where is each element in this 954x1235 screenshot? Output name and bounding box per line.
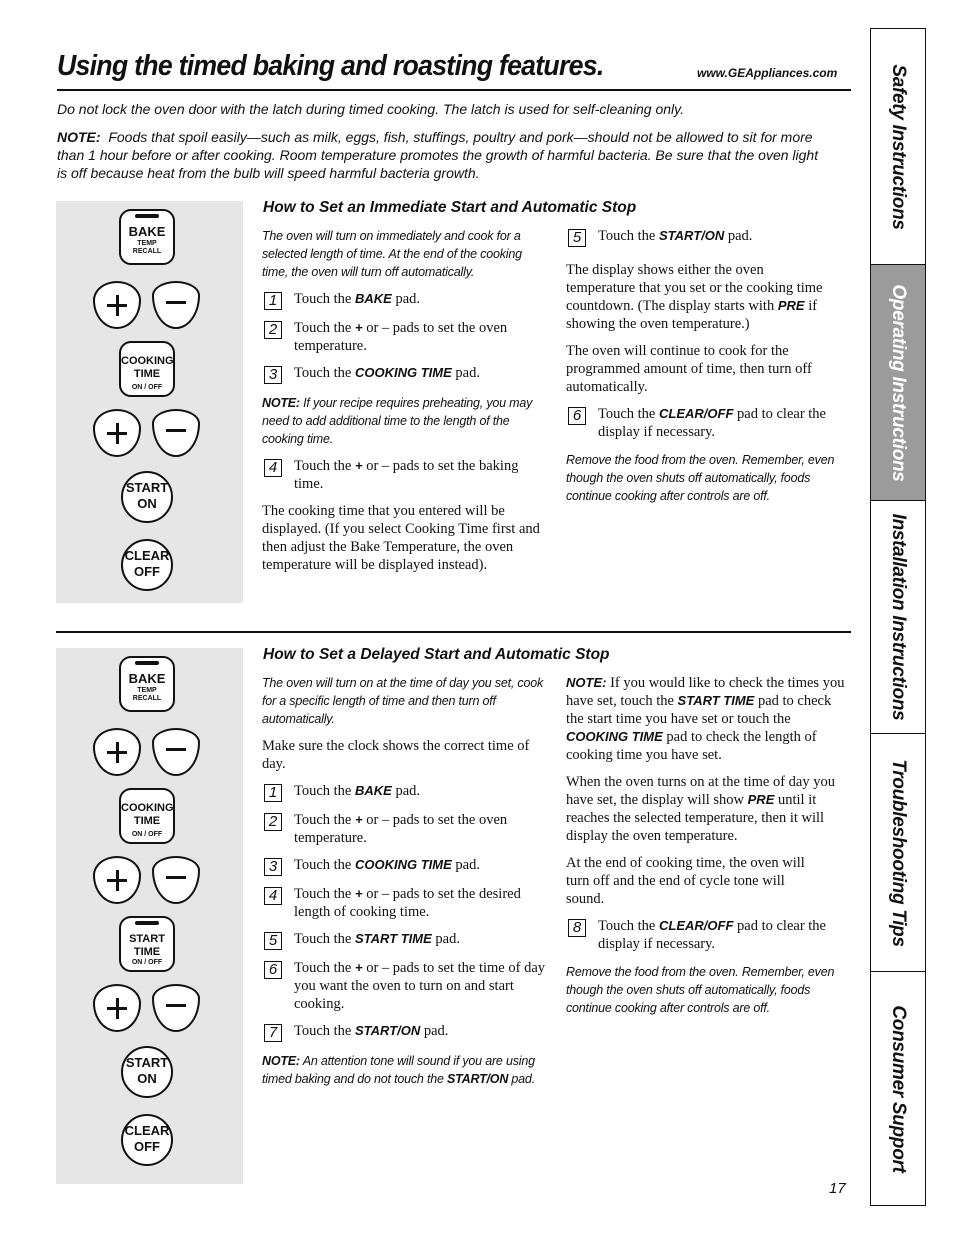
section2-heading: How to Set a Delayed Start and Automatic Stop [263,646,610,663]
section2-left-column [262,674,550,1097]
bake-pad: BAKE TEMP RECALL [119,656,175,712]
plus-pad [93,856,141,904]
minus-pad [152,409,200,457]
minus-pad [152,281,200,329]
cooking-time-pad: COOKING TIME ON / OFF [119,788,175,844]
start-on-pad: START ON [121,1046,173,1098]
display-paragraph: The display shows either the oven temperature that you set or the cooking time countdown. (The display starts with PRE if showing the oven temperature.) [566,262,823,332]
check-times-note: NOTE: If you would like to check the times you have set, touch the START TIME pad to check the start time you have set or touch the COOKING TIME pad to check the length of cooking time you have set. [566,675,845,763]
step-item: 3 Touch the COOKING TIME pad. [262,856,550,876]
attention-tone-note: NOTE: An attention tone will sound if you are using timed baking and do not touch the START/ON pad. [262,1054,535,1086]
step-item: 5 Touch the START TIME pad. [262,930,550,950]
header-rule [57,89,851,91]
cooking-time-paragraph: The cooking time that you entered will be displayed. (If you select Cooking Time first and then adjust the Bake Temperature, the oven temperature will be displayed instead). [262,503,540,573]
clock-paragraph: Make sure the clock shows the correct time of day. [262,738,530,772]
note-label: NOTE: [57,129,101,145]
clear-off-pad: CLEAR OFF [121,1114,173,1166]
step-item: 2 Touch the + or – pads to set the oven temperature. [262,319,550,355]
page-number: 17 [829,1180,846,1197]
note-text: Foods that spoil easily—such as milk, eggs, fish, stuffings, poultry and pork—should not be allowed to sit for more than 1 hour before or after cooking. Room temperature promotes the growth of harmful bacteria. Be sure that the oven light is off because heat from the bulb will speed harmful bacteria growth. [57,129,819,181]
step-item: 2 Touch the + or – pads to set the oven temperature. [262,811,550,847]
tab-safety-instructions[interactable]: Safety Instructions [871,29,925,265]
section2-intro: The oven will turn on at the time of day you set, cook for a specific length of time and then turn off automatically. [262,676,544,726]
tab-troubleshooting-tips[interactable]: Troubleshooting Tips [871,734,925,972]
latch-warning: Do not lock the oven door with the latch during timed cooking. The latch is used for self-cleaning only. [57,101,684,117]
step-item: 7 Touch the START/ON pad. [262,1022,550,1042]
clear-off-pad: CLEAR OFF [121,539,173,591]
end-of-cycle-paragraph: At the end of cooking time, the oven will turn off and the end of cycle tone will sound. [566,855,805,907]
cooking-time-pad: COOKING TIME ON / OFF [119,341,175,397]
step-item: 4 Touch the + or – pads to set the desired length of cooking time. [262,885,550,921]
plus-pad [93,281,141,329]
start-on-pad: START ON [121,471,173,523]
pre-display-paragraph: When the oven turns on at the time of day you have set, the display will show PRE until it reaches the selected temperature, then it will display the oven temperature. [566,774,835,844]
plus-pad [93,984,141,1032]
bake-pad: BAKE TEMP RECALL [119,209,175,265]
website-url: www.GEAppliances.com [697,66,838,80]
tab-consumer-support[interactable]: Consumer Support [888,1004,909,1173]
food-safety-note [57,128,832,182]
step-item: 6 Touch the CLEAR/OFF pad to clear the display if necessary. [566,405,836,441]
step-item: 1 Touch the BAKE pad. [262,290,550,310]
remove-food-note: Remove the food from the oven. Remember, even though the oven shuts off automatically, foods continue cooking after controls are off. [566,453,835,503]
tab-operating-instructions[interactable]: Operating Instructions [871,265,925,501]
step-item: 5 Touch the START/ON pad. [566,227,836,247]
control-panel-immediate [56,201,243,603]
minus-pad [152,856,200,904]
section1-left-column [262,227,550,583]
section-divider [56,631,851,633]
section2-right-column [566,674,848,1026]
step-item: 6 Touch the + or – pads to set the time of day you want the oven to turn on and start cooking. [262,959,550,1013]
plus-pad [93,409,141,457]
section1-right-column [566,227,836,514]
control-panel-delayed [56,648,243,1184]
tab-installation-instructions[interactable]: Installation Instructions [871,501,925,734]
minus-pad [152,728,200,776]
continue-paragraph: The oven will continue to cook for the programmed amount of time, then turn off automatically. [566,343,812,395]
preheat-note: NOTE: If your recipe requires preheating, you may need to add additional time to the length of the cooking time. [262,396,533,446]
section1-intro: The oven will turn on immediately and cook for a selected length of time. At the end of the cooking time, the oven will turn off automatically. [262,229,522,279]
step-item: 1 Touch the BAKE pad. [262,782,550,802]
start-time-pad: START TIME ON / OFF [119,916,175,972]
section1-heading: How to Set an Immediate Start and Automatic Stop [263,199,637,216]
page-title: Using the timed baking and roasting features. [57,50,604,82]
step-item: 3 Touch the COOKING TIME pad. [262,364,550,384]
plus-pad [93,728,141,776]
step-item: 4 Touch the + or – pads to set the baking time. [262,457,550,493]
remove-food-note: Remove the food from the oven. Remember, even though the oven shuts off automatically, foods continue cooking after controls are off. [566,965,835,1015]
step-item: 8 Touch the CLEAR/OFF pad to clear the display if necessary. [566,917,848,953]
minus-pad [152,984,200,1032]
section-tabs [870,28,926,1206]
